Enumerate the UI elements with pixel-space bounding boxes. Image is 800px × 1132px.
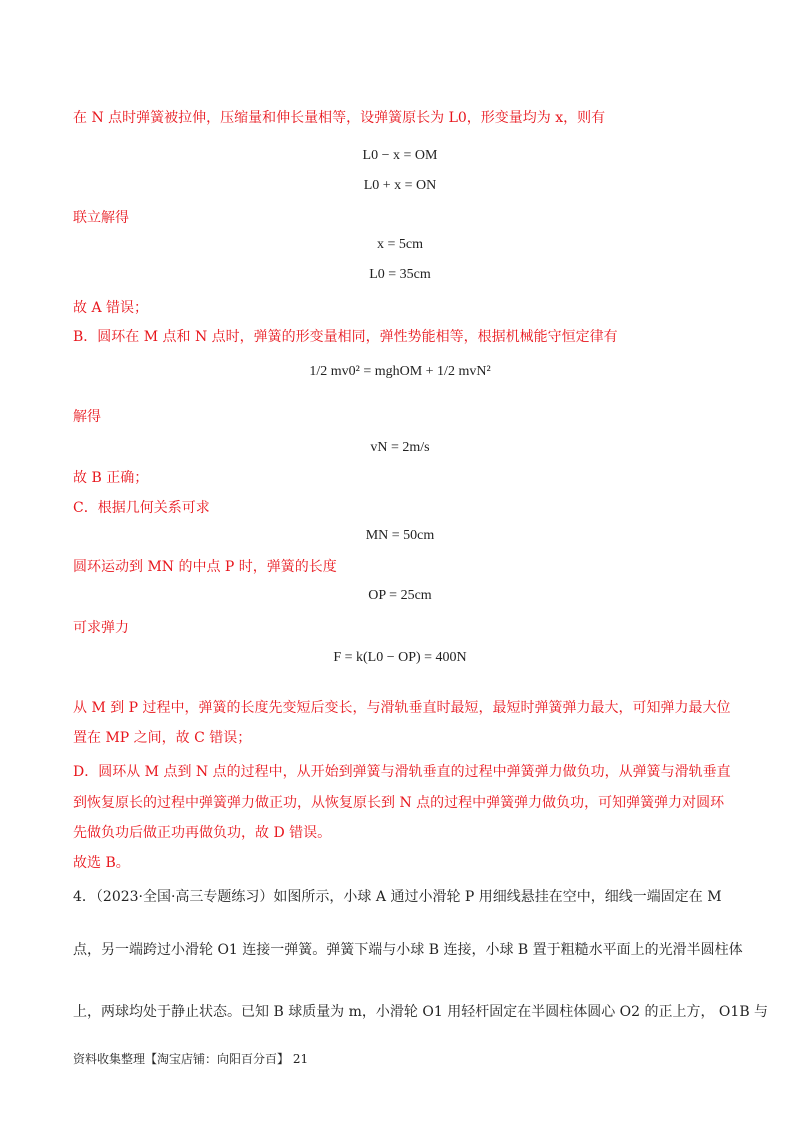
text-line: 故选 B。	[73, 855, 130, 871]
equation: L0 − x = OM	[362, 148, 438, 163]
equation: F = k(L0 − OP) = 400N	[333, 650, 467, 665]
question-line: 点，另一端跨过小滑轮 O1 连接一弹簧。弹簧下端与小球 B 连接，小球 B 置于粗糙水平面上的光滑半圆柱体	[73, 942, 743, 958]
page-footer: 资料收集整理【淘宝店铺：向阳百分百】 21	[73, 1052, 309, 1066]
equation: vN = 2m/s	[370, 440, 430, 455]
text-line: 圆环运动到 MN 的中点 P 时，弹簧的长度	[73, 559, 337, 575]
text-line: B．圆环在 M 点和 N 点时，弹簧的形变量相同，弹性势能相等，根据机械能守恒定律有	[73, 329, 618, 345]
equation: OP = 25cm	[368, 588, 432, 603]
equation: L0 + x = ON	[363, 178, 437, 193]
text-line: 解得	[73, 409, 101, 425]
text-line: 故 A 错误；	[73, 300, 149, 316]
equation: MN = 50cm	[365, 528, 435, 543]
text-line: C．根据几何关系可求	[73, 500, 210, 516]
equation: 1/2 mv0² = mghOM + 1/2 mvN²	[309, 364, 491, 379]
text-line: 先做负功后做正功再做负功，故 D 错误。	[73, 825, 332, 841]
equation: x = 5cm	[377, 237, 423, 252]
equation: L0 = 35cm	[369, 267, 431, 282]
text-line: 从 M 到 P 过程中，弹簧的长度先变短后变长，与滑轨垂直时最短，最短时弹簧弹力最大，可知弹力最大位	[73, 700, 731, 716]
text-line: D．圆环从 M 点到 N 点的过程中，从开始到弹簧与滑轨垂直的过程中弹簧弹力做负功，从弹簧与滑轨垂直	[73, 764, 731, 780]
text-line: 到恢复原长的过程中弹簧弹力做正功，从恢复原长到 N 点的过程中弹簧弹力做负功，可知弹簧弹力对圆环	[73, 795, 725, 811]
text-line: 置在 MP 之间，故 C 错误；	[73, 730, 252, 746]
text-line: 联立解得	[73, 210, 129, 226]
text-line: 在 N 点时弹簧被拉伸，压缩量和伸长量相等，设弹簧原长为 L0，形变量均为 x，则有	[73, 110, 606, 126]
question-line: 4．（2023·全国·高三专题练习）如图所示，小球 A 通过小滑轮 P 用细线悬挂在空中，细线一端固定在 M	[73, 889, 722, 905]
question-line: 上，两球均处于静止状态。已知 B 球质量为 m，小滑轮 O1 用轻杆固定在半圆柱体圆心 O2 的正上方， O1B 与	[73, 1004, 769, 1020]
text-line: 故 B 正确；	[73, 470, 149, 486]
text-line: 可求弹力	[73, 620, 129, 636]
